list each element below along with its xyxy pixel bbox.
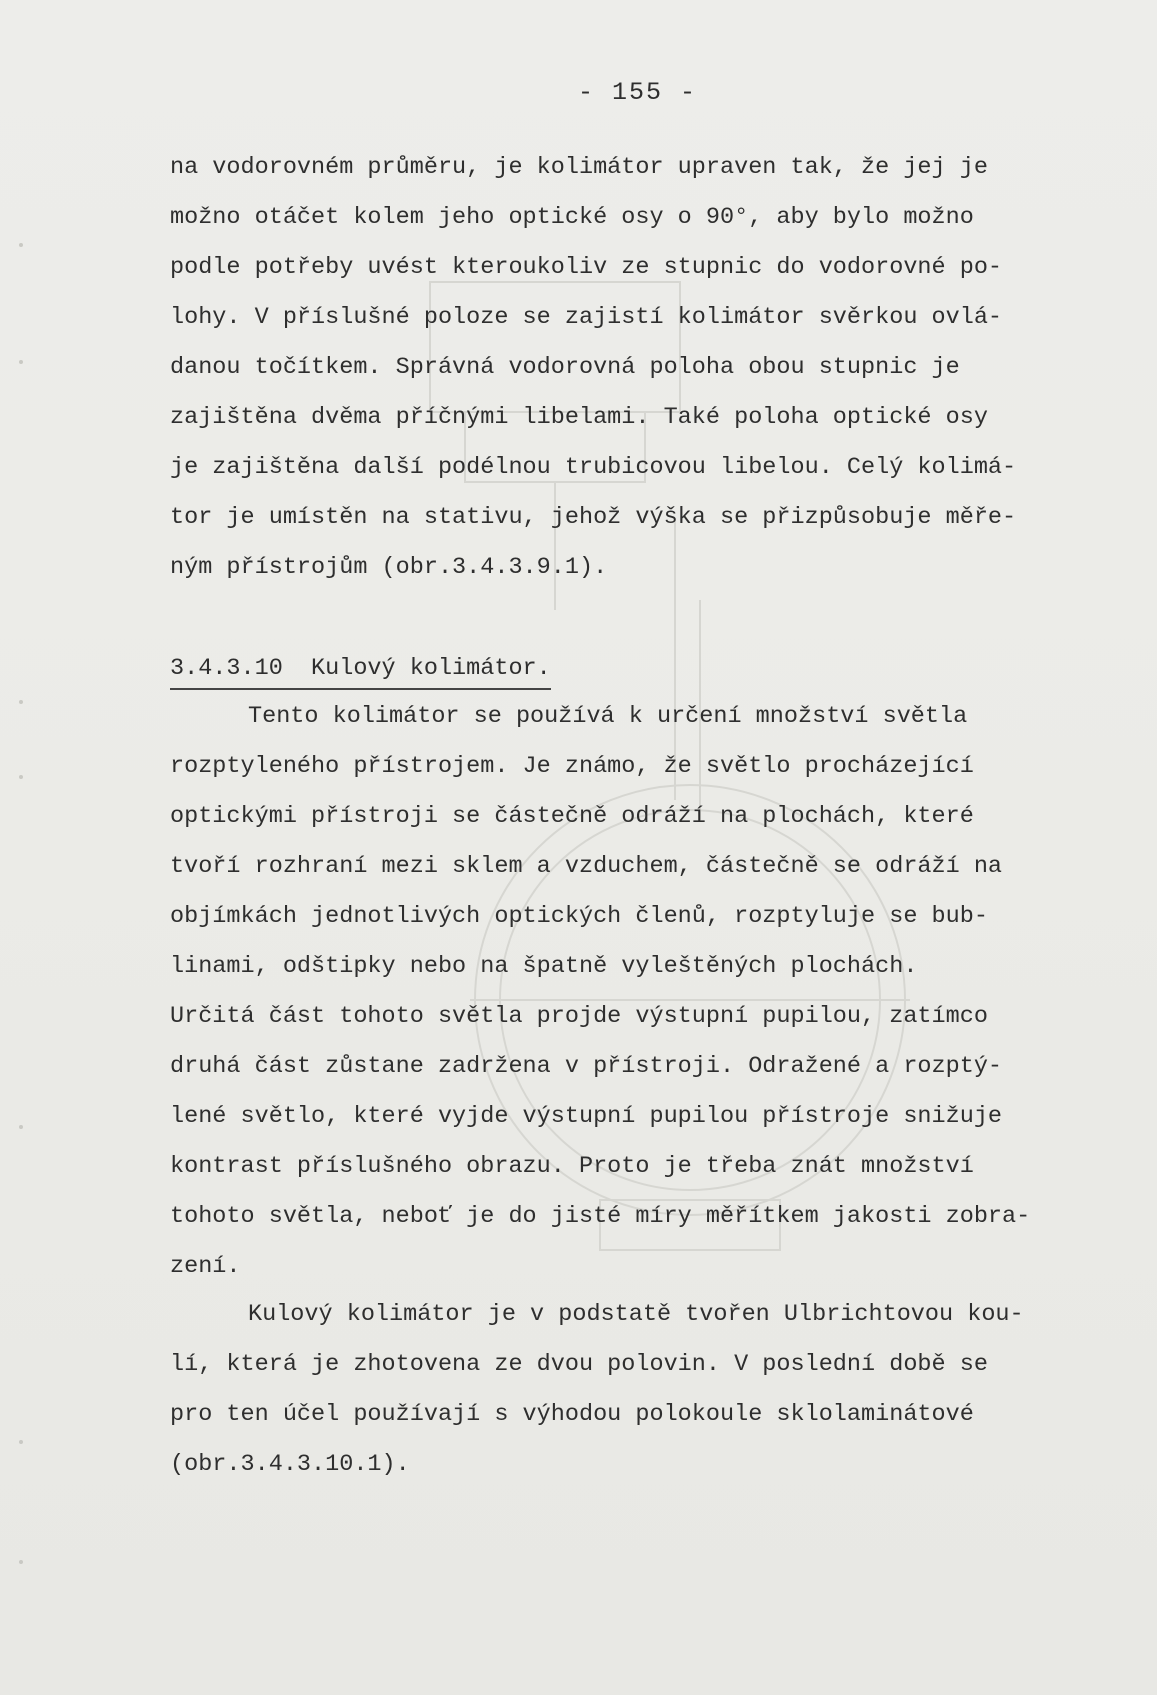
text-line: Určitá část tohoto světla projde výstupní pupilou, zatímco xyxy=(170,1003,988,1030)
text-line: tvoří rozhraní mezi sklem a vzduchem, částečně se odráží na xyxy=(170,853,1003,880)
page-number: - 155 - xyxy=(578,78,698,107)
text-line: Kulový kolimátor je v podstatě tvořen Ulbrichtovou kou- xyxy=(248,1301,1024,1328)
text-line: druhá část zůstane zadržena v přístroji. Odražené a rozptý- xyxy=(170,1053,1003,1080)
paragraph-collimator-description xyxy=(170,143,1100,593)
text-line: danou točítkem. Správná vodorovná poloha obou stupnic je xyxy=(170,354,960,381)
text-line: objímkách jednotlivých optických členů, rozptyluje se bub- xyxy=(170,903,988,930)
text-line: rozptyleného přístrojem. Je známo, že světlo procházející xyxy=(170,753,974,780)
text-line: pro ten účel používají s výhodou polokoule sklolaminátové xyxy=(170,1401,974,1428)
paragraph-scattered-light xyxy=(170,692,1100,1292)
punch-hole xyxy=(19,775,23,779)
text-line: na vodorovném průměru, je kolimátor upraven tak, že jej je xyxy=(170,154,988,181)
punch-hole xyxy=(19,243,23,247)
text-line: je zajištěna další podélnou trubicovou libelou. Celý kolimá- xyxy=(170,454,1017,481)
text-line: linami, odštipky nebo na špatně vyleštěných plochách. xyxy=(170,953,918,980)
punch-hole xyxy=(19,1440,23,1444)
paragraph-ulbricht-sphere xyxy=(170,1290,1100,1490)
text-line: tohoto světla, neboť je do jisté míry měřítkem jakosti zobra- xyxy=(170,1203,1031,1230)
text-line: kontrast příslušného obrazu. Proto je třeba znát množství xyxy=(170,1153,974,1180)
section-heading: 3.4.3.10 Kulový kolimátor. xyxy=(170,651,551,690)
text-line: zajištěna dvěma příčnými libelami. Také poloha optické osy xyxy=(170,404,988,431)
text-line: zení. xyxy=(170,1253,241,1280)
punch-hole xyxy=(19,700,23,704)
text-line: lené světlo, které vyjde výstupní pupilou přístroje snižuje xyxy=(170,1103,1003,1130)
text-line: lí, která je zhotovena ze dvou polovin. V poslední době se xyxy=(170,1351,988,1378)
text-line: (obr.3.4.3.10.1). xyxy=(170,1451,410,1478)
text-line: ným přístrojům (obr.3.4.3.9.1). xyxy=(170,554,608,581)
punch-hole xyxy=(19,1125,23,1129)
text-line: Tento kolimátor se používá k určení množství světla xyxy=(248,703,968,730)
text-line: lohy. V příslušné poloze se zajistí kolimátor svěrkou ovlá- xyxy=(170,304,1003,331)
text-line: tor je umístěn na stativu, jehož výška se přizpůsobuje měře- xyxy=(170,504,1017,531)
text-line: podle potřeby uvést kteroukoliv ze stupnic do vodorovné po- xyxy=(170,254,1003,281)
text-line: optickými přístroji se částečně odráží na plochách, které xyxy=(170,803,974,830)
punch-hole xyxy=(19,360,23,364)
text-line: možno otáčet kolem jeho optické osy o 90°, aby bylo možno xyxy=(170,204,974,231)
punch-hole xyxy=(19,1560,23,1564)
